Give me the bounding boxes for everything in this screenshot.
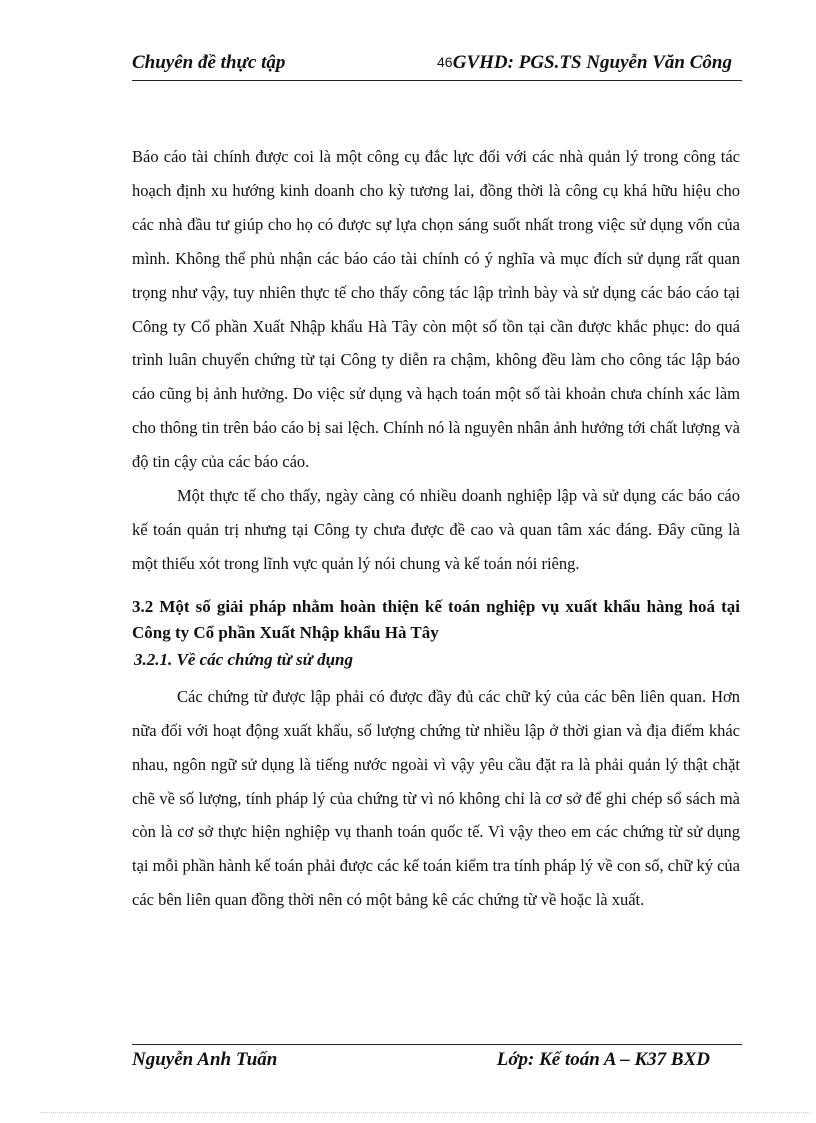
footer-class: Lớp: Kế toán A – K37 BXD xyxy=(496,1049,710,1070)
subsection-heading-3-2-1: 3.2.1. Về các chứng từ sử dụng xyxy=(134,649,353,669)
page-body xyxy=(132,140,740,917)
header-supervisor: GVHD: PGS.TS Nguyễn Văn Công xyxy=(452,52,732,73)
paragraph-documents: Các chứng từ được lập phải có được đầy đủ các chữ ký của các bên liên quan. Hơn nữa đối với hoạt động xuất khẩu, số lượng chứng từ nhiều lập ở thời gian và địa điểm khác nhau, ngôn ngữ sử dụng là tiếng nước ngoài vì vậy yêu cầu đặt ra là phải quản lý thật chặt chẽ về số lượng, tính pháp lý của chứng từ vì nó không chỉ là cơ sở để ghi chép sổ sách mà còn là cơ sở thực hiện nghiệp vụ thanh toán quốc tế. Vì vậy theo em các chứng từ sử dụng tại mỗi phần hành kế toán phải được các kế toán kiểm tra tính pháp lý về con số, chữ ký của các bên liên quan đồng thời nên có một bảng kê các chứng từ về hoặc là xuất. xyxy=(132,686,740,910)
paragraph-management-accounting: Một thực tế cho thấy, ngày càng có nhiều doanh nghiệp lập và sử dụng các báo cáo kế toán quản trị nhưng tại Công ty chưa được đề cao và quan tâm xác đáng. Đây cũng là một thiếu xót trong lĩnh vực quản lý nói chung và kế toán nói riêng. xyxy=(132,486,740,573)
page-header xyxy=(132,50,742,81)
page-number: 46 xyxy=(437,54,453,70)
section-heading-3-2: 3.2 Một số giải pháp nhằm hoàn thiện kế toán nghiệp vụ xuất khẩu hàng hoá tại Công ty Cổ phần Xuất Nhập khẩu Hà Tây xyxy=(132,596,740,642)
header-document-title: Chuyên đề thực tập xyxy=(132,52,286,73)
paragraph-financial-reports: Báo cáo tài chính được coi là một công cụ đắc lực đối với các nhà quản lý trong công tác hoạch định xu hướng kinh doanh cho kỳ tương lai, đồng thời là công cụ khá hữu hiệu cho các nhà đầu tư giúp cho họ có được sự lựa chọn sáng suốt nhất trong việc sử dụng vốn của mình. Không thể phủ nhận các báo cáo tài chính có ý nghĩa và mục đích sử dụng rất quan trọng như vậy, tuy nhiên thực tế cho thấy công tác lập trình bày và sử dụng các báo cáo tại Công ty Cổ phần Xuất Nhập khẩu Hà Tây còn một số tồn tại cần được khắc phục: do quá trình luân chuyển chứng từ tại Công ty diễn ra chậm, không đều làm cho công tác lập báo cáo cũng bị ảnh hưởng. Do việc sử dụng và hạch toán một số tài khoản chưa chính xác làm cho thông tin trên báo cáo bị sai lệch. Chính nó là nguyên nhân ảnh hưởng tới chất lượng và độ tin cậy của các báo cáo. xyxy=(132,147,740,472)
page-footer xyxy=(132,1044,742,1077)
footer-author: Nguyễn Anh Tuấn xyxy=(132,1049,278,1070)
page-edge-divider xyxy=(40,1112,810,1113)
